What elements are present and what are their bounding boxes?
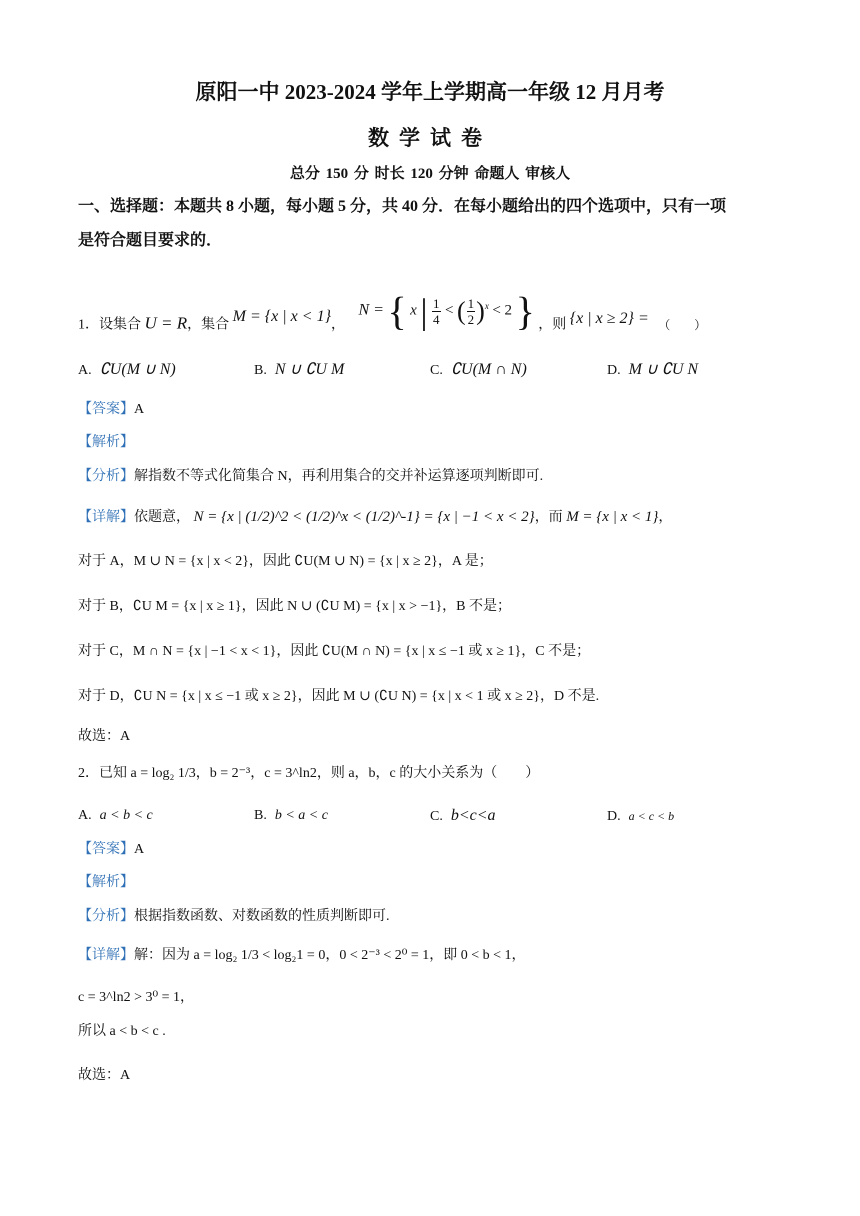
q1-option-b: B. N ∪ ∁U M — [254, 361, 345, 378]
exam-subtitle: 数学试卷 — [368, 126, 492, 150]
q1-stem-prefix: 1．设集合 — [78, 317, 141, 333]
exam-meta: 总分 150 分 时长 120 分钟 命题人 审核人 — [289, 166, 571, 182]
q2-choose: 故选：A — [78, 1068, 131, 1083]
q1-answer: 【答案】A — [78, 402, 145, 417]
q1-set-u: U = R — [144, 313, 188, 333]
q1-option-d: D. M ∪ ∁U N — [607, 361, 699, 378]
q1-set-m: M = {x | x < 1} — [232, 307, 331, 325]
q1-analysis-tag: 【解析】 — [78, 435, 134, 450]
q1-line-c: 对于 C，M ∩ N = {x | −1 < x < 1}，因此 ∁U(M ∩ N) = {x | x ≤ −1 或 x ≥ 1}，C 不是； — [78, 644, 591, 659]
q1-line-b: 对于 B，∁U M = {x | x ≥ 1}，因此 N ∪ (∁U M) = {x | x > −1}，B 不是； — [78, 599, 512, 614]
q1-target-set: {x | x ≥ 2} = — [569, 309, 649, 327]
q1-detail: 【详解】依题意， N = {x | (1/2)^2 < (1/2)^x < (1/2)^-1} = {x | −1 < x < 2}，而 M = {x | x < 1}， — [78, 509, 673, 525]
q1-line-d: 对于 D，∁U N = {x | x ≤ −1 或 x ≥ 2}，因此 M ∪ (∁U N) = {x | x < 1 或 x ≥ 2}，D 不是. — [78, 689, 600, 704]
q1-option-c: C. ∁U(M ∩ N) — [430, 361, 527, 378]
q2-stem: 2．已知 a = log₂ 1/3，b = 2⁻³，c = 3^ln2，则 a，b，c 的大小关系为（ ） — [78, 766, 540, 781]
q2-analysis-tag: 【解析】 — [78, 875, 134, 890]
q1-line-a: 对于 A，M ∪ N = {x | x < 2}，因此 ∁U(M ∪ N) = {x | x ≥ 2}，A 是； — [78, 554, 493, 569]
q1-option-a: A. ∁U(M ∪ N) — [78, 361, 176, 378]
q2-detail-3: 所以 a < b < c . — [78, 1024, 166, 1039]
q2-answer: 【答案】A — [78, 842, 145, 857]
q1-choose: 故选：A — [78, 729, 131, 744]
q2-option-b: B. b < a < c — [254, 808, 328, 823]
q2-detail-2: c = 3^ln2 > 3⁰ = 1， — [78, 990, 194, 1005]
q2-fenxi: 【分析】根据指数函数、对数函数的性质判断即可. — [78, 909, 390, 924]
section-heading-line1: 一、选择题：本题共 8 小题，每小题 5 分，共 40 分．在每小题给出的四个选项中，只有一项 — [78, 198, 727, 215]
q1-then: ，则 — [538, 317, 567, 333]
q1-set-n-head: N = — [358, 301, 384, 319]
exam-title: 原阳一中 2023-2024 学年上学期高一年级 12 月月考 — [195, 80, 665, 104]
q2-option-d: D. a < c < b — [607, 809, 675, 824]
q1-detail-m: M = {x | x < 1} — [566, 509, 659, 525]
q1-stem: 1．设集合 U = R，集合 M = {x | x < 1}， N = { x | $\frac{1}{4}$ < ( $\frac{1}{2}$ )$^x$ < 2 } ，则 {x | x ≥ 2} = （ ） — [78, 300, 706, 340]
q1-fenxi: 【分析】解指数不等式化简集合 N，再利用集合的交并补运算逐项判断即可. — [78, 469, 544, 484]
q2-option-c: C. b<c<a — [430, 807, 496, 824]
q1-comma: ，集合 — [187, 317, 230, 333]
q2-detail-1: 【详解】解：因为 a = log₂ 1/3 < log₂1 = 0，0 < 2⁻³ < 2⁰ = 1，即 0 < b < 1， — [78, 948, 526, 963]
q1-paren: （ ） — [658, 317, 707, 332]
q1-detail-n: N = {x | (1/2)^2 < (1/2)^x < (1/2)^-1} = {x | −1 < x < 2} — [193, 509, 535, 525]
q2-option-a: A. a < b < c — [78, 808, 153, 823]
q1-set-n: N = { x | $\frac{1}{4}$ < ( $\frac{1}{2}$ )$^x$ < 2 } — [358, 288, 535, 334]
section-heading-line2: 是符合题目要求的． — [78, 232, 223, 249]
